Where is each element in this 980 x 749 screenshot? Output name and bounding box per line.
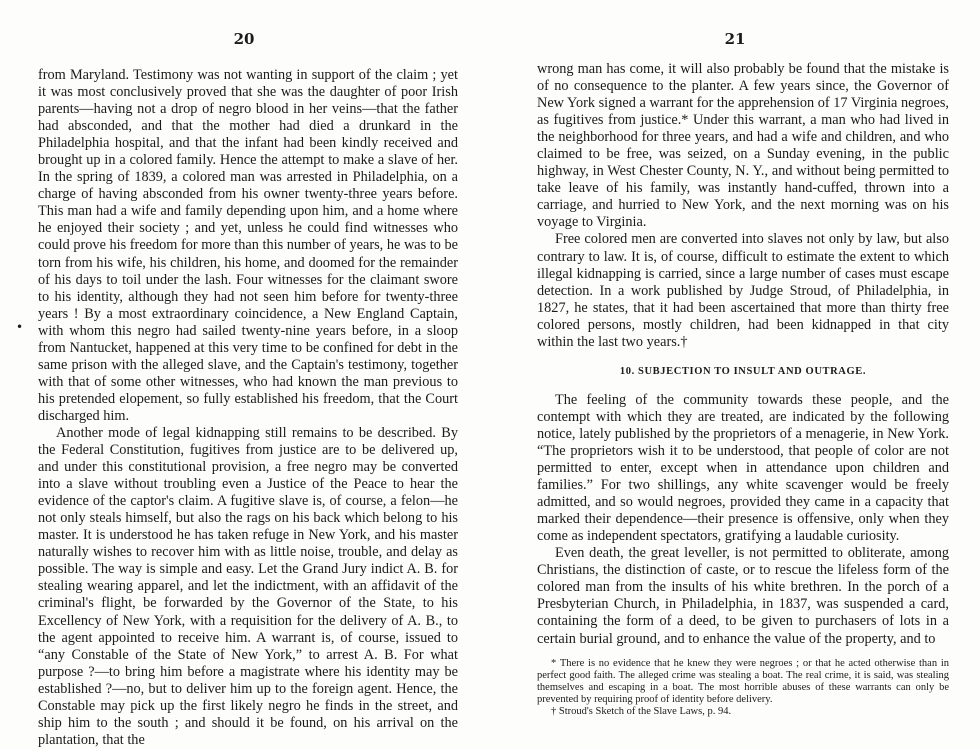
paragraph: Another mode of legal kidnapping still remains to be described. By the Federal Constitution, fugitives from justice are to be delivered up, and under this constitutional provision, a free negro may be converted into a slave without troubling even a Justice of the Peace to hear the evidence of the captor's claim. A fugitive slave is, of course, a felon—he not only steals himself, but also the rags on his back which belong to his master. It is understood he has taken refuge in New York, and his master naturally wishes to recover him with as little noise, trouble, and delay as possible. The way is simple and easy. Let the Grand Jury indict A. B. for stealing wearing apparel, and let the indictment, with an affidavit of the criminal's flight, be forwarded by the Governor of the State, to his Excellency of New York, with a requisition for the delivery of A. B., to the agent appointed to receive him. A warrant is, of course, issued to “any Constable of the State of New York,” to arrest A. B. For what purpose ?—to bring him before a magistrate where his identity may be established ?—no, but to deliver him up to the foreign agent. Hence, the Constable may pick up the first likely negro he finds in the street, and ship him to the south ; and should it be found, on his arrival on the plantation, that the xyxy=(38,424,458,748)
left-page-text xyxy=(38,67,458,749)
section-heading: 10. SUBJECTION TO INSULT AND OUTRAGE. xyxy=(619,365,867,377)
page-number: 20 xyxy=(233,30,255,48)
left-page xyxy=(0,0,488,748)
paragraph: wrong man has come, it will also probably be found that the mistake is of no consequence to the planter. A few years since, the Governor of New York signed a warrant for the apprehension of 17 Virginia negroes, as fugitives from justice.* Under this warrant, a man who had lived in the neighborhood for three years, and had a wife and children, and who claimed to be free, was seized, on a Sunday evening, in the public highway, in West Chester County, N. Y., and without being permitted to take leave of his family, was instantly hand-cuffed, thrown into a carriage, and hurried to New York, and the next morning was on his voyage to Virginia. xyxy=(537,61,949,231)
footnotes xyxy=(537,658,949,719)
paragraph: Even death, the great leveller, is not permitted to obliterate, among Christians, the distinction of caste, or to rescue the lifeless form of the colored man from the insults of his white brethren. In the porch of a Presbyterian Church, in Philadelphia, in 1837, was suspended a card, containing the form of a deed, to be given to purchasers of lots in a certain burial ground, and to enhance the value of the property, and to xyxy=(537,545,949,647)
right-page-text xyxy=(537,61,949,719)
page-number: 21 xyxy=(724,30,746,48)
footnote: † Stroud's Sketch of the Slave Laws, p. 94. xyxy=(551,706,732,718)
margin-mark: • xyxy=(16,320,24,334)
right-page xyxy=(490,0,980,739)
paragraph: from Maryland. Testimony was not wanting in support of the claim ; yet it was most conclusively proved that she was the daughter of poor Irish parents—having not a drop of negro blood in her veins—that the father had absconded, and that the mother had died a drunkard in the Philadelphia hospital, and that the infant had been kindly received and brought up in a colored family. Hence the attempt to make a slave of her. In the spring of 1839, a colored man was arrested in Philadelphia, on a charge of having absconded from his owner twenty-three years before. This man had a wife and family depending upon him, and a home where he enjoyed their society ; and yet, unless he could find witnesses who could prove his freedom for more than this number of years, he was to be torn from his wife, his children, his home, and doomed for the remainder of his days to toil under the lash. Four witnesses for the claimant swore to his identity, although they had not seen him before for twenty-three years ! By a most extraordinary coincidence, a New England Captain, with whom this negro had sailed twenty-nine years before, in a sloop from Nantucket, happened at this very time to be confined for debt in the same prison with the alleged slave, and the Captain's testimony, together with that of some other witnesses, who had known the man previous to his pretended elopement, so fully established his freedom, that the Court discharged him. xyxy=(38,67,458,424)
paragraph: Free colored men are converted into slaves not only by law, but also contrary to law. It is, of course, difficult to estimate the extent to which illegal kidnapping is carried, since a large number of cases must escape detection. In a work published by Judge Stroud, of Philadelphia, in 1827, he states, that it had been ascertained that more than thirty free colored persons, mostly children, had been kidnapped in that city within the last two years.† xyxy=(537,231,949,350)
footnote: * There is no evidence that he knew they were negroes ; or that he acted otherwise than in perfect good faith. The alleged crime was stealing a boat. The real crime, it is said, was stealing themselves and escaping in a boat. The most horrible abuses of these warrants can only be prevented by requiring proof of identity before delivery. xyxy=(537,657,949,706)
paragraph: The feeling of the community towards these people, and the contempt with which they are treated, are indicated by the following notice, lately published by the proprietors of a menagerie, in New York. “The proprietors wish it to be understood, that people of color are not permitted to enter, except when in attendance upon children and families.” For two shillings, any white scavenger would be freely admitted, and so would negroes, provided they came in a capacity that marked their dependence—their presence is offensive, only when they come as independent spectators, gratifying a laudable curiosity. xyxy=(537,391,949,545)
